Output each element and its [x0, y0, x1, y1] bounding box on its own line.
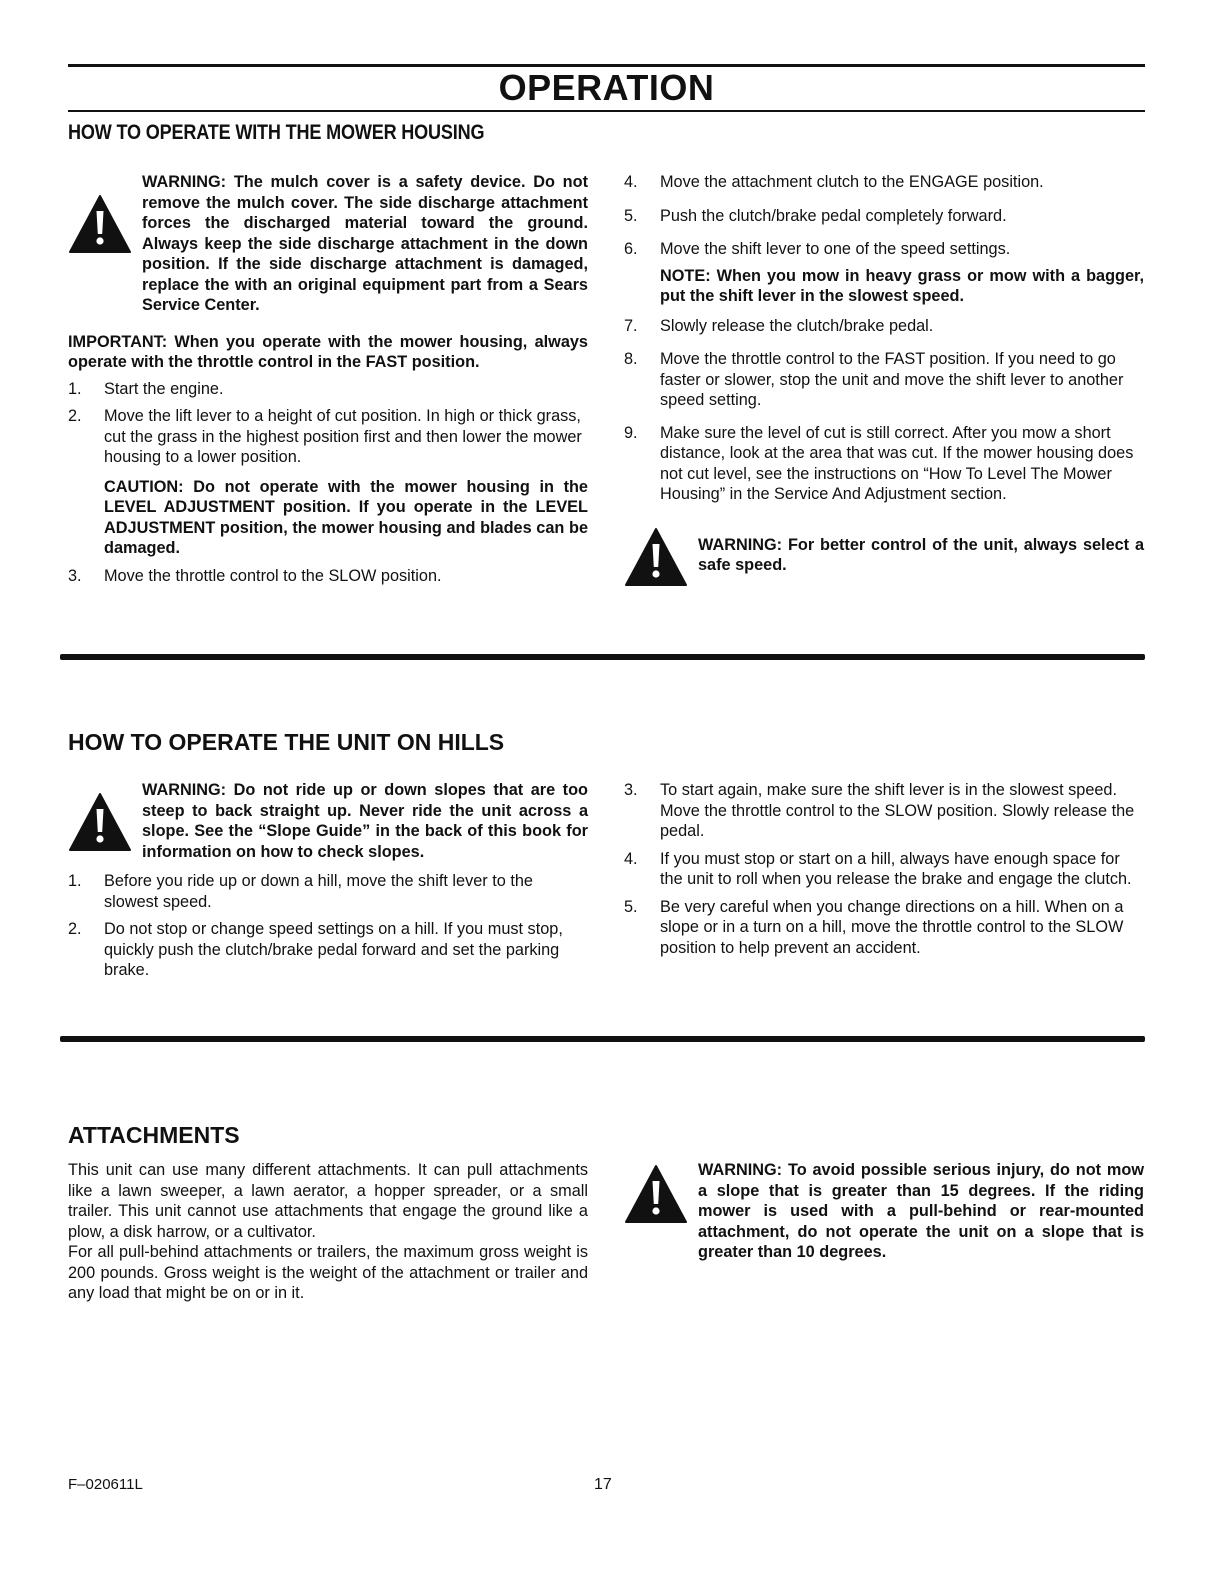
- warning-triangle-icon: [624, 1164, 688, 1224]
- hills-left-column: [68, 780, 588, 981]
- list-item: 3. To start again, make sure the shift lever is in the slowest speed. Move the throttle control to the SLOW position. Slowly release the pedal.: [624, 781, 1135, 840]
- hills-right-column: [624, 780, 1144, 958]
- slope-warning-text: WARNING: To avoid possible serious injury, do not mow a slope that is greater than 15 degrees. If the riding mower is used with a pull-behind or rear-mounted attachment, do not operate the unit on a slope that is greater than 10 degrees.: [698, 1161, 1144, 1261]
- speed-warning-block: [624, 535, 1144, 595]
- list-item: 4. If you must stop or start on a hill, always have enough space for the unit to roll when you release the brake and engage the clutch.: [624, 849, 1132, 888]
- attachments-section-heading: ATTACHMENTS: [68, 1122, 240, 1148]
- list-item: 8. Move the throttle control to the FAST position. If you need to go faster or slower, stop the unit and move the shift lever to another speed setting.: [624, 350, 1124, 409]
- important-note: IMPORTANT: When you operate with the mower housing, always operate with the throttle control in the FAST position.: [68, 332, 588, 371]
- page-title: OPERATION: [498, 67, 715, 108]
- page-number: 17: [594, 1476, 612, 1493]
- list-item: 1. Before you ride up or down a hill, move the shift lever to the slowest speed.: [68, 872, 533, 911]
- section-divider: [60, 654, 1145, 660]
- speed-warning-text: WARNING: For better control of the unit, always select a safe speed.: [698, 535, 1144, 574]
- warning-triangle-icon: [68, 792, 132, 852]
- mower-warning-text: WARNING: The mulch cover is a safety device. Do not remove the mulch cover. The side discharge attachment forces the discharged material toward the ground. Always keep the side discharge attachment in the down position. If the side discharge attachment is damaged, replace the with an original equipment part from a Sears Service Center.: [142, 173, 588, 314]
- list-item: 3. Move the throttle control to the SLOW position.: [68, 566, 442, 585]
- mower-steps-left-cont: [68, 566, 588, 587]
- slope-warning-block: [624, 1160, 1144, 1263]
- hills-warning-block: [68, 780, 588, 862]
- hills-steps-left: [68, 871, 588, 981]
- mower-steps-right-cont: [624, 316, 1144, 505]
- attachments-left-column: [68, 1160, 588, 1304]
- list-item: 2. Move the lift lever to a height of cut position. In high or thick grass, cut the grass in the highest position first and then lower the mower housing to a lower position.: [68, 407, 582, 466]
- mower-steps-left: [68, 379, 588, 468]
- list-item: 4. Move the attachment clutch to the ENGAGE position.: [624, 173, 1044, 191]
- mower-left-column: [68, 172, 588, 586]
- hills-warning-text: WARNING: Do not ride up or down slopes that are too steep to back straight up. Never ride the unit across a slope. See the “Slope Guide” in the back of this book for information on how to check slopes.: [142, 781, 588, 861]
- title-underline: [68, 110, 1145, 112]
- list-item: 6. Move the shift lever to one of the speed settings.: [624, 240, 1011, 258]
- warning-triangle-icon: [68, 194, 132, 254]
- list-item: 7. Slowly release the clutch/brake pedal.: [624, 316, 934, 335]
- list-item: 2. Do not stop or change speed settings on a hill. If you must stop, quickly push the clutch/brake pedal forward and set the parking brake.: [68, 920, 563, 979]
- warning-triangle-icon: [624, 527, 688, 587]
- list-item: 1. Start the engine.: [68, 379, 224, 398]
- list-item: 5. Be very careful when you change directions on a hill. When on a slope or in a turn on a hill, move the throttle control to the SLOW position to help prevent an accident.: [624, 897, 1124, 957]
- attachments-paragraph-2: For all pull-behind attachments or trailers, the maximum gross weight is 200 pounds. Gross weight is the weight of the attachment or trailer and any load that might be on or in it.: [68, 1243, 588, 1302]
- hills-steps-right: [624, 780, 1144, 958]
- mower-right-column: [624, 172, 1144, 595]
- hills-section-heading: HOW TO OPERATE THE UNIT ON HILLS: [68, 729, 505, 755]
- mower-warning-block: [68, 172, 588, 316]
- mower-steps-right: [624, 172, 1144, 260]
- section-divider: [60, 1036, 1145, 1042]
- attachments-paragraph-1: This unit can use many different attachments. It can pull attachments like a lawn sweeper, a lawn aerator, a hopper spreader, or a small trailer. This unit cannot use attachments that engage the ground like a plow, a disk harrow, or a cultivator.: [68, 1161, 588, 1241]
- attachments-right-column: [624, 1160, 1144, 1263]
- mower-section-heading: HOW TO OPERATE WITH THE MOWER HOUSING: [68, 121, 485, 144]
- list-item: 9. Make sure the level of cut is still correct. After you mow a short distance, look at the area that was cut. If the mower housing does not cut level, see the instructions on “How To Level The Mower Housing” in the Service And Adjustment section.: [624, 423, 1134, 503]
- heavy-grass-note: NOTE: When you mow in heavy grass or mow with a bagger, put the shift lever in the slowest speed.: [660, 266, 1144, 305]
- list-item: 5. Push the clutch/brake pedal completely forward.: [624, 206, 1007, 225]
- document-code: F–020611L: [68, 1476, 143, 1493]
- caution-note: CAUTION: Do not operate with the mower housing in the LEVEL ADJUSTMENT position. If you operate in the LEVEL ADJUSTMENT position, the mower housing and blades can be damaged.: [104, 477, 588, 557]
